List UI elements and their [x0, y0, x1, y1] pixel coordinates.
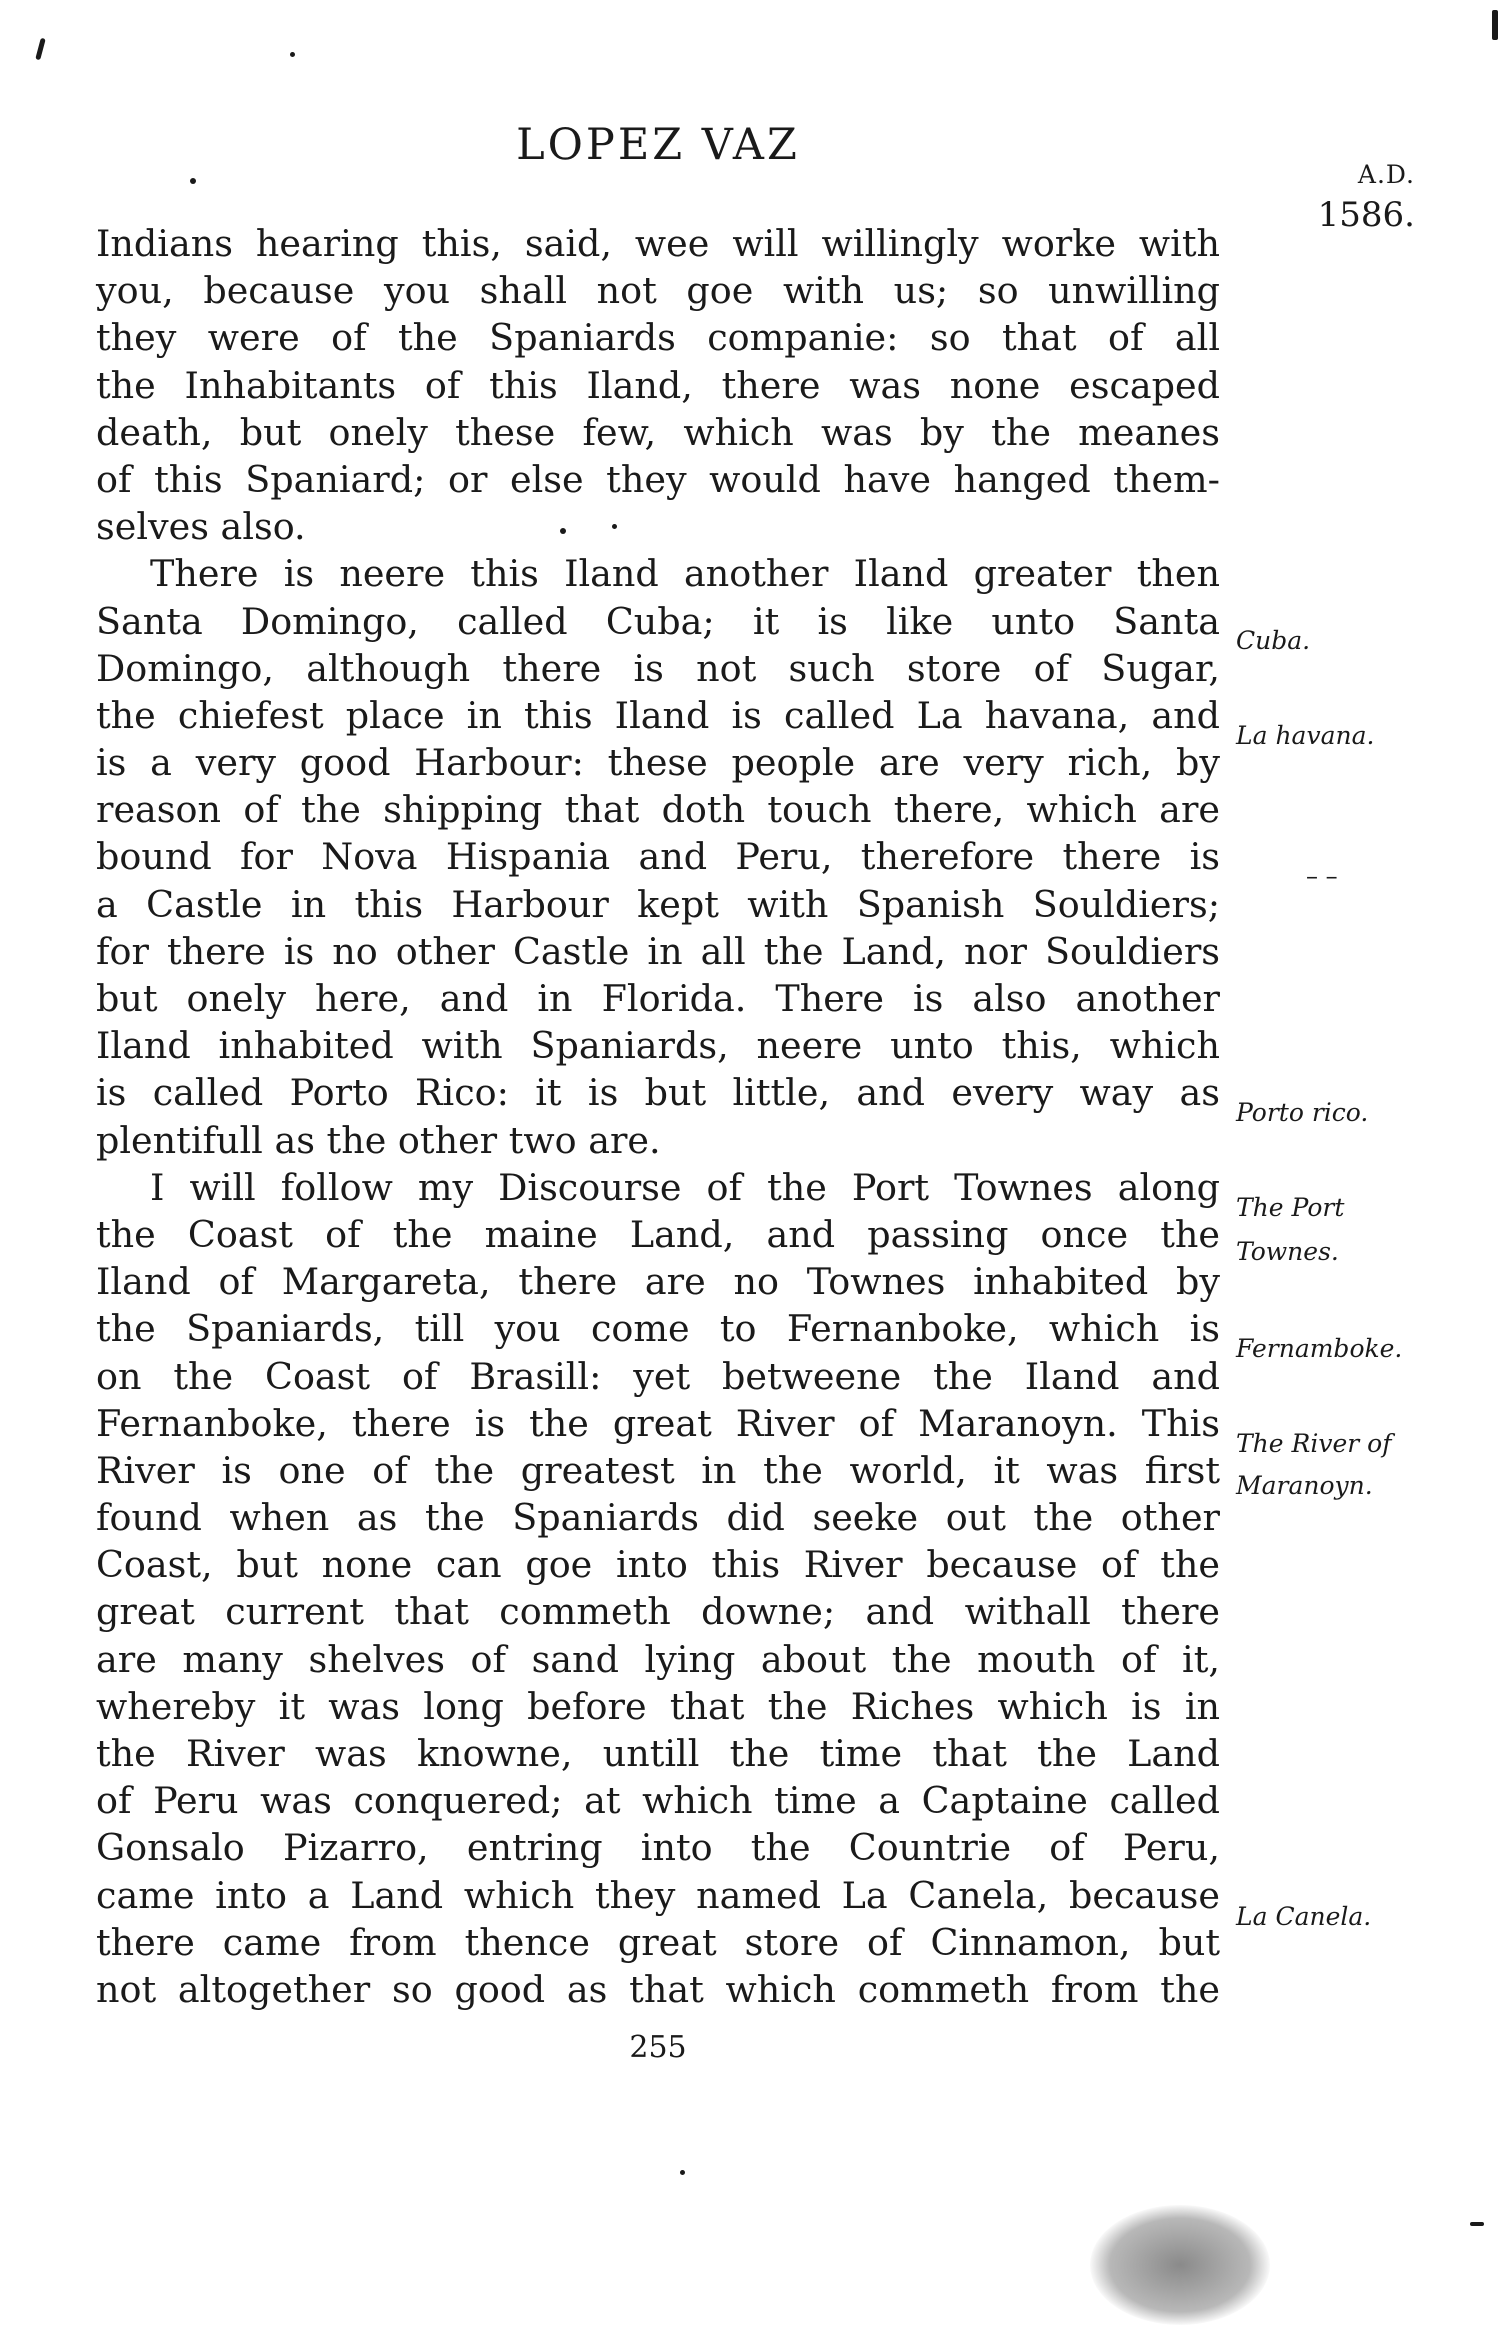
- text-line: they were of the Spaniards companie: so that of all: [96, 316, 1220, 360]
- text-line: Domingo, although there is not such store of Sugar,: [96, 646, 1220, 690]
- text-line: the River was knowne, untill the time that the Land: [96, 1732, 1220, 1775]
- scan-speck: [1492, 10, 1498, 40]
- text-line: great current that commeth downe; and withall there: [96, 1590, 1220, 1634]
- text-line: Iland of Margareta, there are no Townes inhabited by: [96, 1260, 1220, 1304]
- text-line: of Peru was conquered; at which time a Captaine called: [96, 1779, 1220, 1823]
- margin-note-fernamboke: Fernamboke.: [1236, 1334, 1403, 1363]
- text-line: whereby it was long before that the Riches which is in: [96, 1684, 1220, 1728]
- text-line: Indians hearing this, said, wee will willingly worke with: [96, 222, 1220, 265]
- era-label: A.D.: [1357, 160, 1415, 189]
- text-line: Iland inhabited with Spaniards, neere unto this, which: [96, 1024, 1220, 1068]
- text-line: death, but onely these few, which was by the meanes: [96, 410, 1220, 454]
- margin-note-port-townes: The Port: [1236, 1193, 1345, 1222]
- scan-speck: [680, 2170, 685, 2175]
- text-line: Fernanboke, there is the great River of Maranoyn. This: [96, 1401, 1220, 1445]
- date-marginal: [1265, 155, 1415, 235]
- year-label: 1586.: [1317, 195, 1415, 235]
- text-line: but onely here, and in Florida. There is also another: [96, 977, 1220, 1020]
- paragraph-first-line: There is neere this Iland another Iland greater then: [150, 552, 1220, 596]
- text-line: the chiefest place in this Iland is called La havana, and: [96, 693, 1220, 737]
- text-line: there came from thence great store of Cinnamon, but: [96, 1920, 1220, 1964]
- scan-speck: [1470, 2222, 1484, 2226]
- page-number: 255: [629, 2030, 687, 2065]
- scan-speck: [290, 52, 295, 57]
- margin-note-la-havana: La havana.: [1236, 721, 1375, 750]
- margin-note-la-canela: La Canela.: [1236, 1902, 1372, 1931]
- paragraph-first-line: I will follow my Discourse of the Port Townes along: [150, 1165, 1220, 1209]
- text-line: found when as the Spaniards did seeke out the other: [96, 1496, 1220, 1540]
- scan-speck: [190, 178, 196, 184]
- text-line: is called Porto Rico: it is but little, and every way as: [96, 1071, 1220, 1115]
- text-line: selves also.: [96, 505, 306, 549]
- text-line: on the Coast of Brasill: yet betweene the Iland and: [96, 1354, 1220, 1398]
- running-head: LOPEZ VAZ: [516, 120, 800, 170]
- text-line: reason of the shipping that doth touch there, which are: [96, 788, 1220, 832]
- text-line: Santa Domingo, called Cuba; it is like unto Santa: [96, 599, 1220, 643]
- text-line: plentifull as the other two are.: [96, 1118, 661, 1162]
- text-line: came into a Land which they named La Canela, because: [96, 1873, 1220, 1917]
- margin-note-river-maranoyn-cont: Maranoyn.: [1236, 1471, 1373, 1500]
- text-line: River is one of the greatest in the world, it was first: [96, 1448, 1220, 1492]
- text-line: Gonsalo Pizarro, entring into the Countrie of Peru,: [96, 1826, 1220, 1870]
- text-line: is a very good Harbour: these people are very rich, by: [96, 741, 1220, 785]
- text-line: for there is no other Castle in all the Land, nor Souldiers: [96, 929, 1220, 973]
- text-line: Coast, but none can goe into this River because of the: [96, 1543, 1220, 1587]
- text-line: a Castle in this Harbour kept with Spanish Souldiers;: [96, 882, 1220, 926]
- scan-speck: [35, 38, 46, 61]
- scan-speck: [612, 524, 617, 529]
- text-line: not altogether so good as that which commeth from the: [96, 1967, 1220, 2011]
- margin-note-port-townes-cont: Townes.: [1236, 1237, 1339, 1266]
- margin-note-river-maranoyn: The River of: [1236, 1429, 1392, 1458]
- margin-dash-mark: – –: [1306, 862, 1338, 890]
- text-line: are many shelves of sand lying about the mouth of it,: [96, 1637, 1220, 1681]
- text-line: bound for Nova Hispania and Peru, therefore there is: [96, 835, 1220, 879]
- scan-speck: [560, 528, 566, 534]
- text-line: of this Spaniard; or else they would have hanged them-: [96, 457, 1220, 501]
- body-text: [96, 220, 1220, 2013]
- margin-note-cuba: Cuba.: [1236, 626, 1311, 655]
- text-line: you, because you shall not goe with us; so unwilling: [96, 269, 1220, 313]
- text-line: the Coast of the maine Land, and passing once the: [96, 1212, 1220, 1256]
- scan-shadow: [1090, 2205, 1270, 2325]
- text-line: the Spaniards, till you come to Fernanboke, which is: [96, 1307, 1220, 1351]
- text-line: the Inhabitants of this Iland, there was none escaped: [96, 363, 1220, 407]
- margin-note-porto-rico: Porto rico.: [1236, 1098, 1369, 1127]
